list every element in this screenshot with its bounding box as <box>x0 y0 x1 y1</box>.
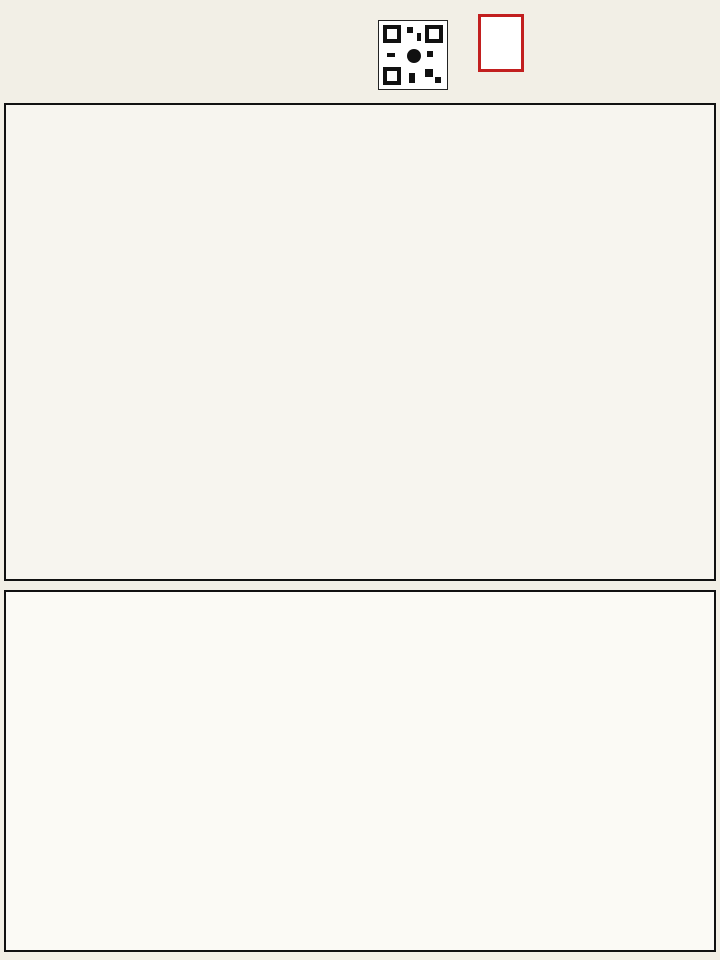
pillar-chart <box>4 103 716 581</box>
year-luck-grid <box>4 590 716 952</box>
seal-stamp-icon <box>478 14 524 72</box>
qr-code-icon <box>378 20 448 90</box>
